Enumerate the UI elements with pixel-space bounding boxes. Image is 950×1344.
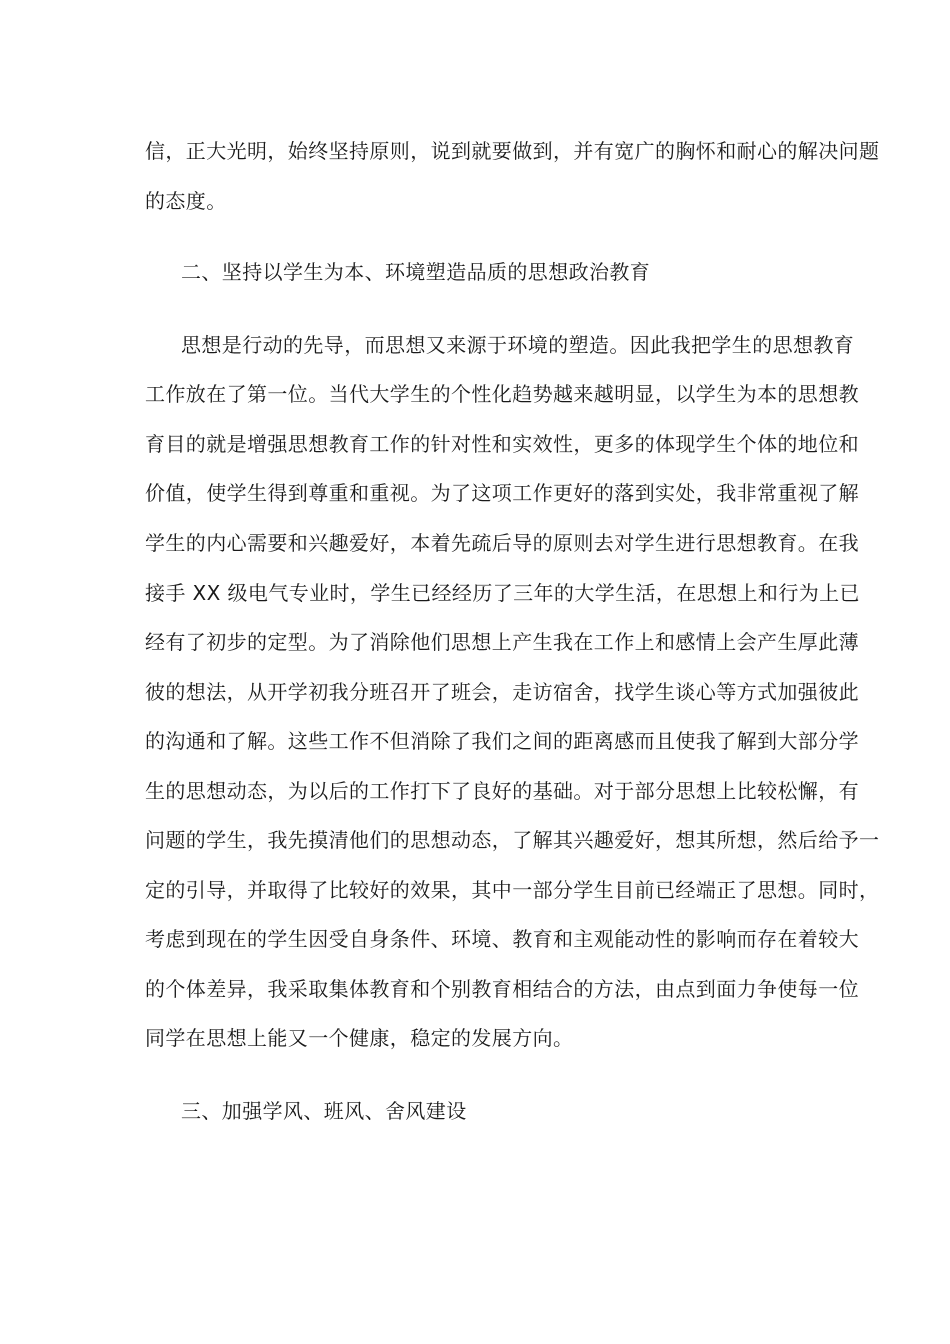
paragraph-line: 思想是行动的先导，而思想又来源于环境的塑造。因此我把学生的思想教育 [181,333,855,357]
paragraph-line: 信，正大光明，始终坚持原则，说到就要做到，并有宽广的胸怀和耐心的解决问题 [145,139,880,163]
paragraph-line: 彼的想法，从开学初我分班召开了班会，走访宿舍，找学生谈心等方式加强彼此 [145,680,859,704]
section-heading: 三、加强学风、班风、舍风建设 [181,1099,467,1123]
paragraph-line: 考虑到现在的学生因受自身条件、环境、教育和主观能动性的影响而存在着较大 [145,927,859,951]
paragraph-line: 同学在思想上能又一个健康，稳定的发展方向。 [145,1026,574,1050]
paragraph-line: 育目的就是增强思想教育工作的针对性和实效性，更多的体现学生个体的地位和 [145,432,859,456]
paragraph-line: 学生的内心需要和兴趣爱好，本着先疏后导的原则去对学生进行思想教育。在我 [145,531,859,555]
paragraph-line: 价值，使学生得到尊重和重视。为了这项工作更好的落到实处，我非常重视了解 [145,481,859,505]
paragraph-line: 的个体差异，我采取集体教育和个别教育相结合的方法，由点到面力争使每一位 [145,977,859,1001]
paragraph-line: 定的引导，并取得了比较好的效果，其中一部分学生目前已经端正了思想。同时， [145,878,880,902]
paragraph-line: 问题的学生，我先摸清他们的思想动态，了解其兴趣爱好，想其所想，然后给予一 [145,828,880,852]
paragraph-line: 接手 XX 级电气专业时，学生已经经历了三年的大学生活，在思想上和行为上已 [145,581,860,605]
paragraph-line: 经有了初步的定型。为了消除他们思想上产生我在工作上和感情上会产生厚此薄 [145,630,859,654]
section-heading: 二、坚持以学生为本、环境塑造品质的思想政治教育 [181,260,651,284]
paragraph-line: 的态度。 [145,189,227,213]
paragraph-line: 生的思想动态，为以后的工作打下了良好的基础。对于部分思想上比较松懈，有 [145,779,859,803]
paragraph-line: 工作放在了第一位。当代大学生的个性化趋势越来越明显，以学生为本的思想教 [145,382,859,406]
paragraph-line: 的沟通和了解。这些工作不但消除了我们之间的距离感而且使我了解到大部分学 [145,729,859,753]
